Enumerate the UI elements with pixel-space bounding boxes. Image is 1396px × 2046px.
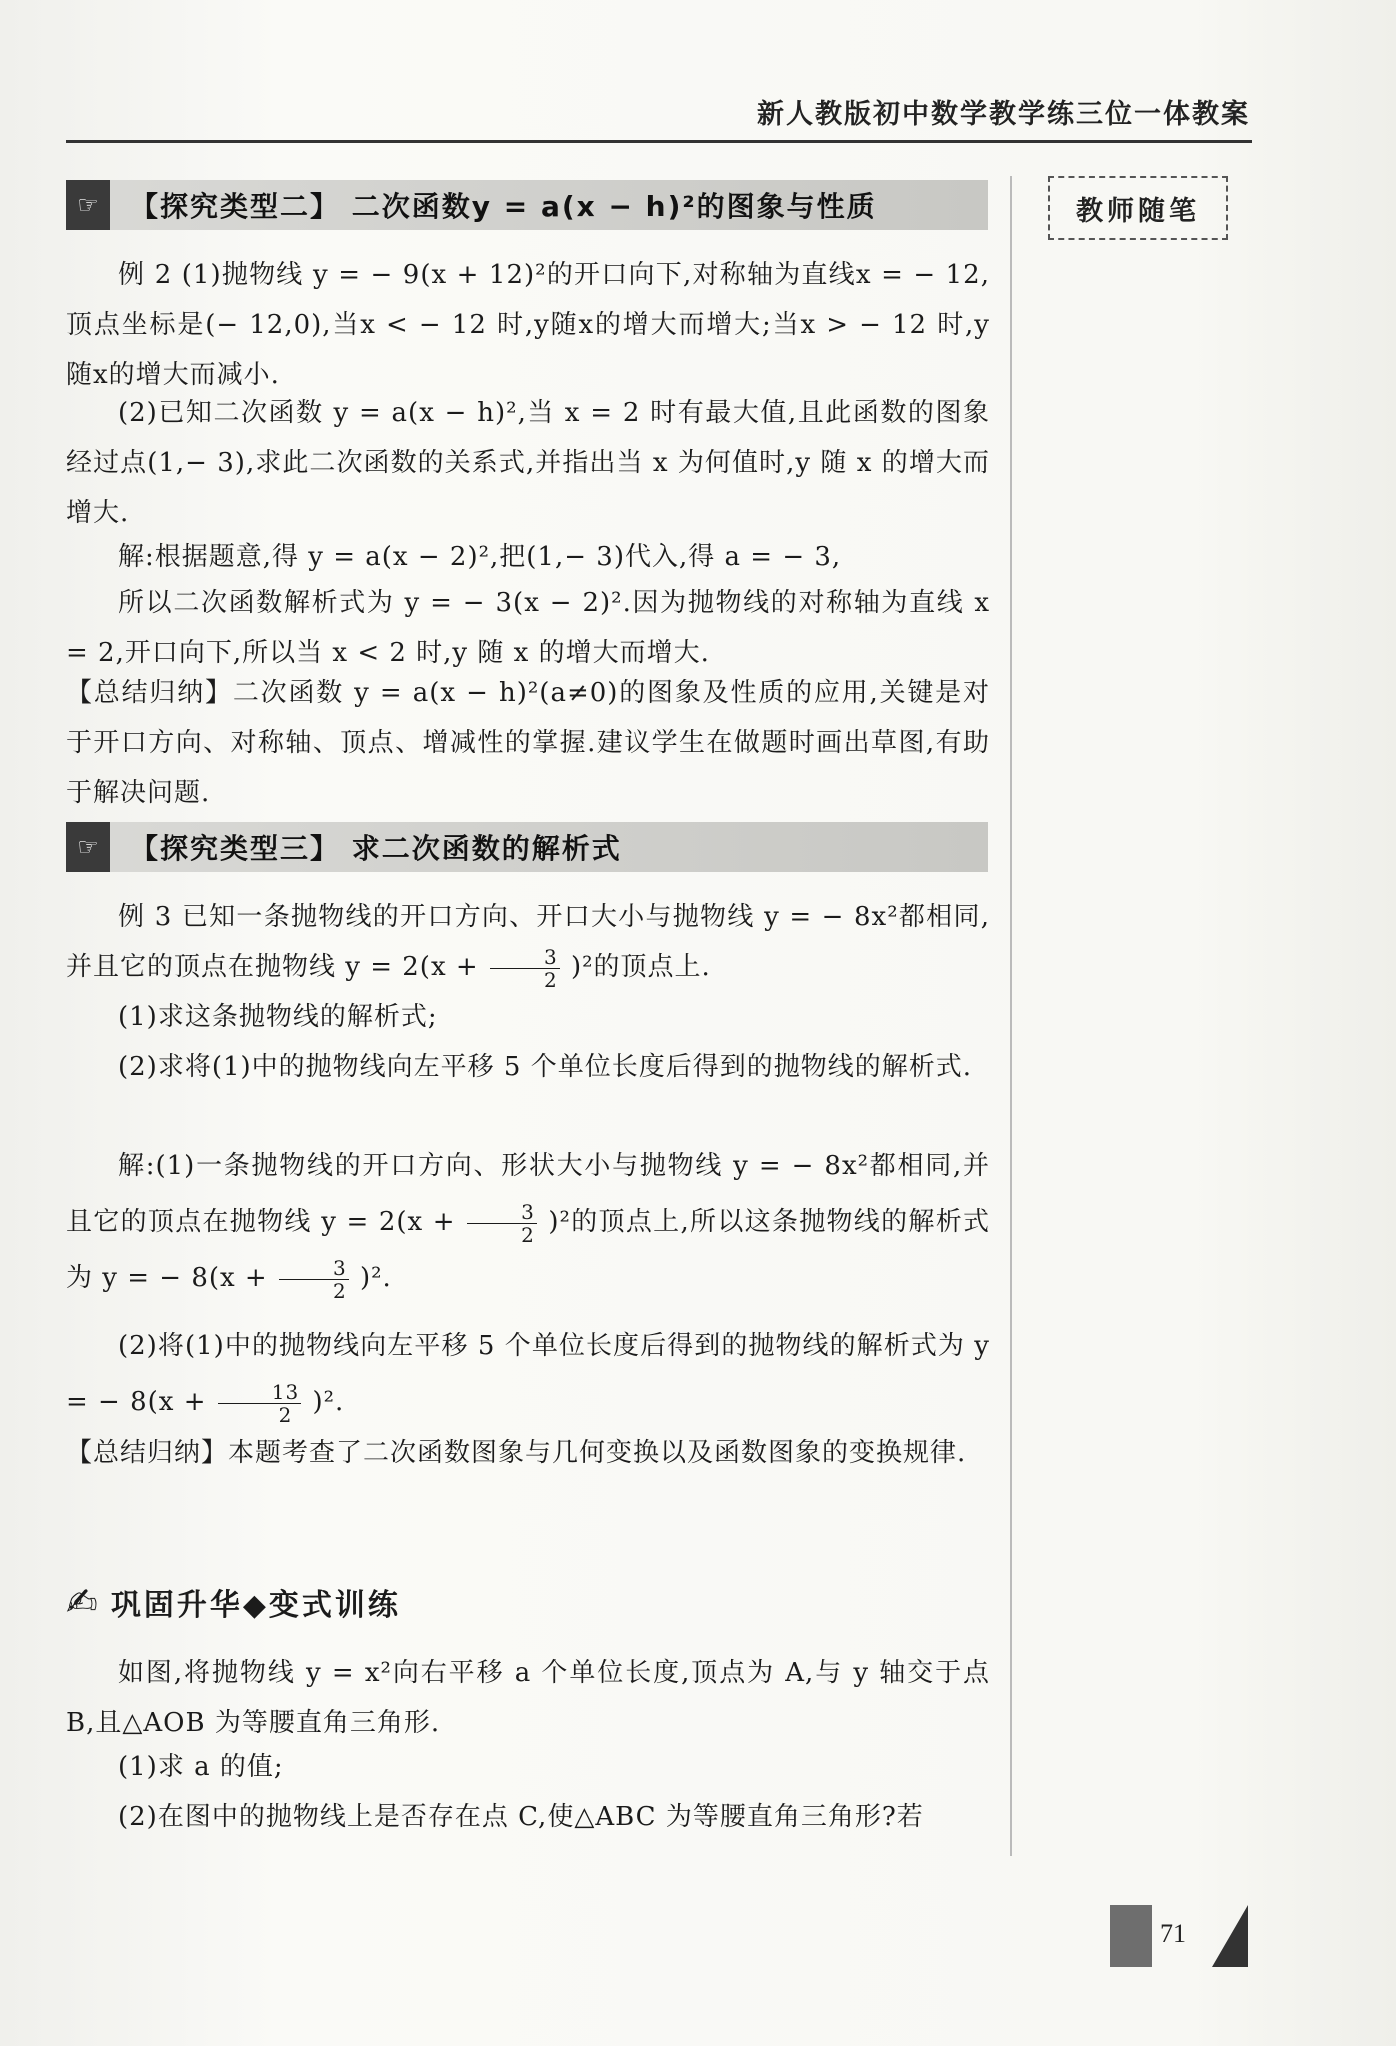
pointing-hand-icon: ☞: [66, 822, 110, 872]
example3-text-a: 例 3 已知一条抛物线的开口方向、开口大小与抛物线 y = − 8x²都相同,并且它的顶点在抛物线 y = 2(x +: [66, 902, 990, 982]
example2-solution-line1: 解:根据题意,得 y = a(x − 2)²,把(1,− 3)代入,得 a = − 3,: [118, 542, 842, 572]
example3-solution1: 解:(1)一条抛物线的开口方向、形状大小与抛物线 y = − 8x²都相同,并且它的顶点在抛物线 y = 2(x + $\frac{3}{2}$ )²的顶点上,所以这条抛物线的解析式为 y = − 8(x + $\frac{3}{2}$ )².: [66, 1151, 990, 1303]
example3-text-b: )²的顶点上.: [570, 952, 711, 982]
header-rule: [66, 140, 1252, 143]
section3-heading-bar: [66, 822, 988, 872]
pen-icon: ✍: [66, 1580, 101, 1624]
practice-problem: 如图,将抛物线 y = x²向右平移 a 个单位长度,顶点为 A,与 y 轴交于点 B,且△AOB 为等腰直角三角形.: [66, 1658, 990, 1738]
pointing-hand-icon: ☞: [66, 180, 110, 230]
example3-statement: [66, 892, 990, 992]
teacher-notes-label: 教师随笔: [1048, 176, 1228, 240]
section2-heading: 【探究类型二】 二次函数y = a(x − h)²的图象与性质: [130, 190, 877, 223]
practice-question1: (1)求 a 的值;: [118, 1752, 284, 1782]
section2-summary: 【总结归纳】二次函数 y = a(x − h)²(a≠0)的图象及性质的应用,关键是对于开口方向、对称轴、顶点、增减性的掌握.建议学生在做题时画出草图,有助于解决问题.: [66, 678, 990, 808]
fraction-3-2: $\frac{3}{2}$: [490, 946, 560, 991]
page-number-bar: [1110, 1905, 1152, 1967]
section3-summary: 【总结归纳】本题考查了二次函数图象与几何变换以及函数图象的变换规律.: [66, 1438, 967, 1468]
fraction-13-2: $\frac{13}{2}$: [218, 1381, 301, 1426]
section2-heading-bar: [66, 180, 988, 230]
example2-part1: 例 2 (1)抛物线 y = − 9(x + 12)²的开口向下,对称轴为直线x = − 12,顶点坐标是(− 12,0),当x < − 12 时,y随x的增大而增大;当x > − 12 时,y随x的增大而减小.: [66, 260, 990, 390]
page-number: 71: [1160, 1919, 1186, 1948]
section3-heading: 【探究类型三】 求二次函数的解析式: [130, 832, 622, 865]
header-title: 新人教版初中数学教学练三位一体教案: [757, 99, 1250, 130]
example3-question2: (2)求将(1)中的抛物线向左平移 5 个单位长度后得到的抛物线的解析式.: [118, 1052, 972, 1082]
example2-solution-line2: 所以二次函数解析式为 y = − 3(x − 2)².因为抛物线的对称轴为直线 x = 2,开口向下,所以当 x < 2 时,y 随 x 的增大而增大.: [66, 588, 990, 668]
practice-question2: (2)在图中的抛物线上是否存在点 C,使△ABC 为等腰直角三角形?若: [118, 1802, 924, 1832]
example3-question1: (1)求这条抛物线的解析式;: [118, 1002, 438, 1032]
example3-solution2: (2)将(1)中的抛物线向左平移 5 个单位长度后得到的抛物线的解析式为 y = − 8(x + $\frac{13}{2}$ )².: [66, 1331, 990, 1427]
fraction-3-2: $\frac{3}{2}$: [467, 1201, 537, 1246]
practice-title: ✍ 巩固升华◆变式训练: [66, 1580, 401, 1624]
page-number-block: [1110, 1905, 1250, 1967]
margin-divider: [1010, 176, 1012, 1856]
example2-part2: (2)已知二次函数 y = a(x − h)²,当 x = 2 时有最大值,且此函数的图象经过点(1,− 3),求此二次函数的关系式,并指出当 x 为何值时,y 随 x 的增大而增大.: [66, 398, 990, 528]
fraction-3-2: $\frac{3}{2}$: [279, 1257, 349, 1302]
page-corner-triangle: [1212, 1905, 1248, 1967]
